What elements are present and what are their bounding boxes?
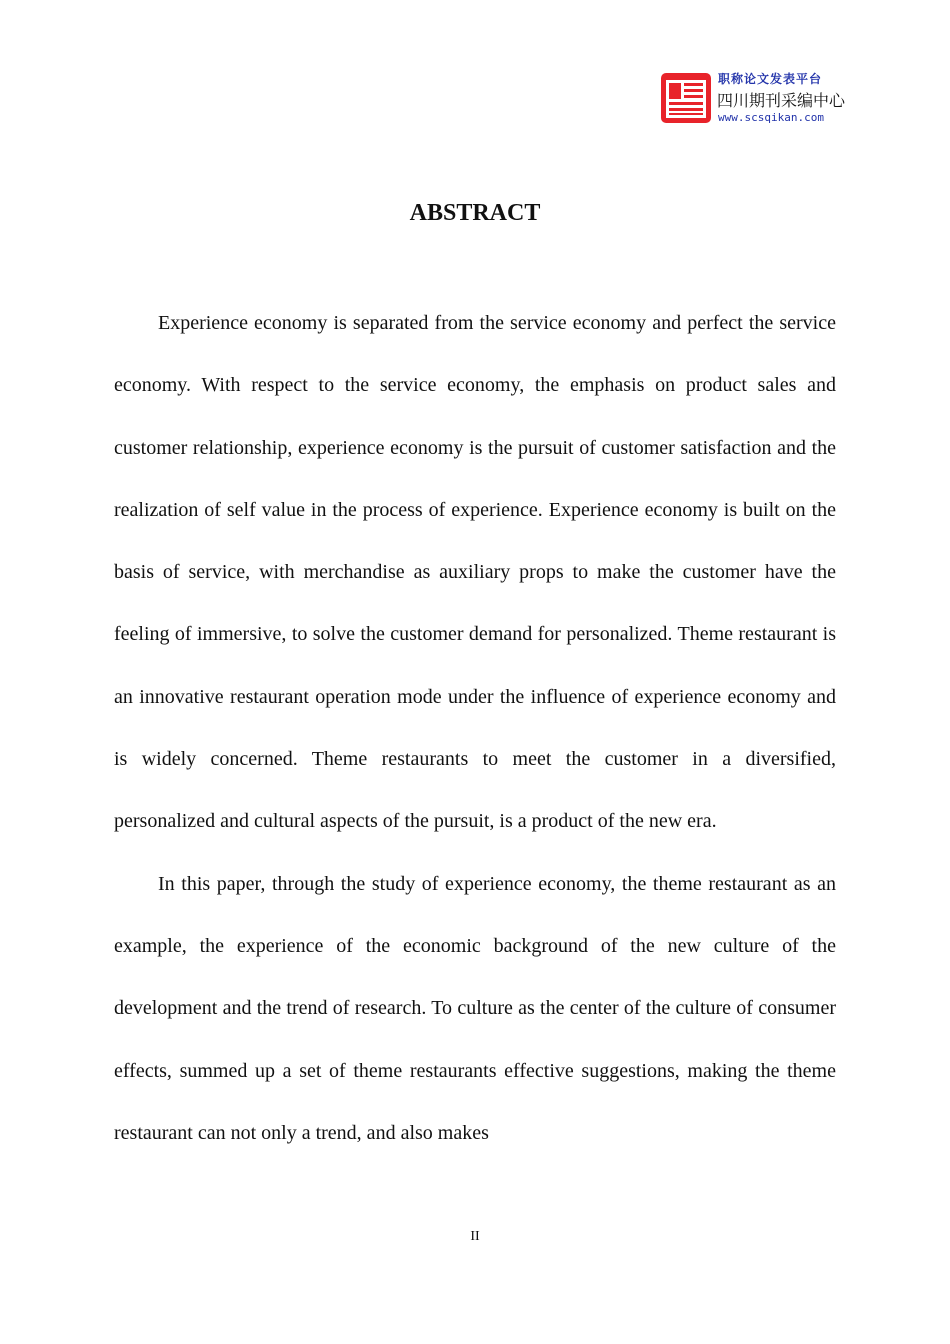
publisher-logo — [660, 70, 846, 128]
newspaper-logo-icon — [660, 72, 712, 124]
logo-url: www.scsqikan.com — [718, 111, 824, 124]
logo-tagline: 职称论文发表平台 — [718, 72, 823, 86]
page-title: ABSTRACT — [409, 200, 541, 226]
abstract-paragraph-1: Experience economy is separated from the service economy and perfect the service economy. With respect to the service economy, the emphasis on product sales and customer relationship, experience economy is the pursuit of customer satisfaction and the realization of self value in the process of experience. Experience economy is built on the basis of service, with merchandise as auxiliary props to make the customer have the feeling of immersive, to solve the customer demand for personalized. Theme restaurant is an innovative restaurant operation mode under the influence of experience economy and is widely concerned. Theme restaurants to meet the customer in a diversified, personalized and cultural aspects of the pursuit, is a product of the new era. — [114, 312, 836, 833]
abstract-paragraph-2: In this paper, through the study of experience economy, the theme restaurant as an example, the experience of the economic background of the new culture of the development and the trend of research. To culture as the center of the culture of consumer effects, summed up a set of theme restaurants effective suggestions, making the theme restaurant can not only a trend, and also makes — [114, 872, 836, 1144]
logo-name: 四川期刊采编中心 — [717, 91, 846, 110]
page-number: II — [470, 1229, 480, 1244]
abstract-body — [114, 292, 836, 1222]
